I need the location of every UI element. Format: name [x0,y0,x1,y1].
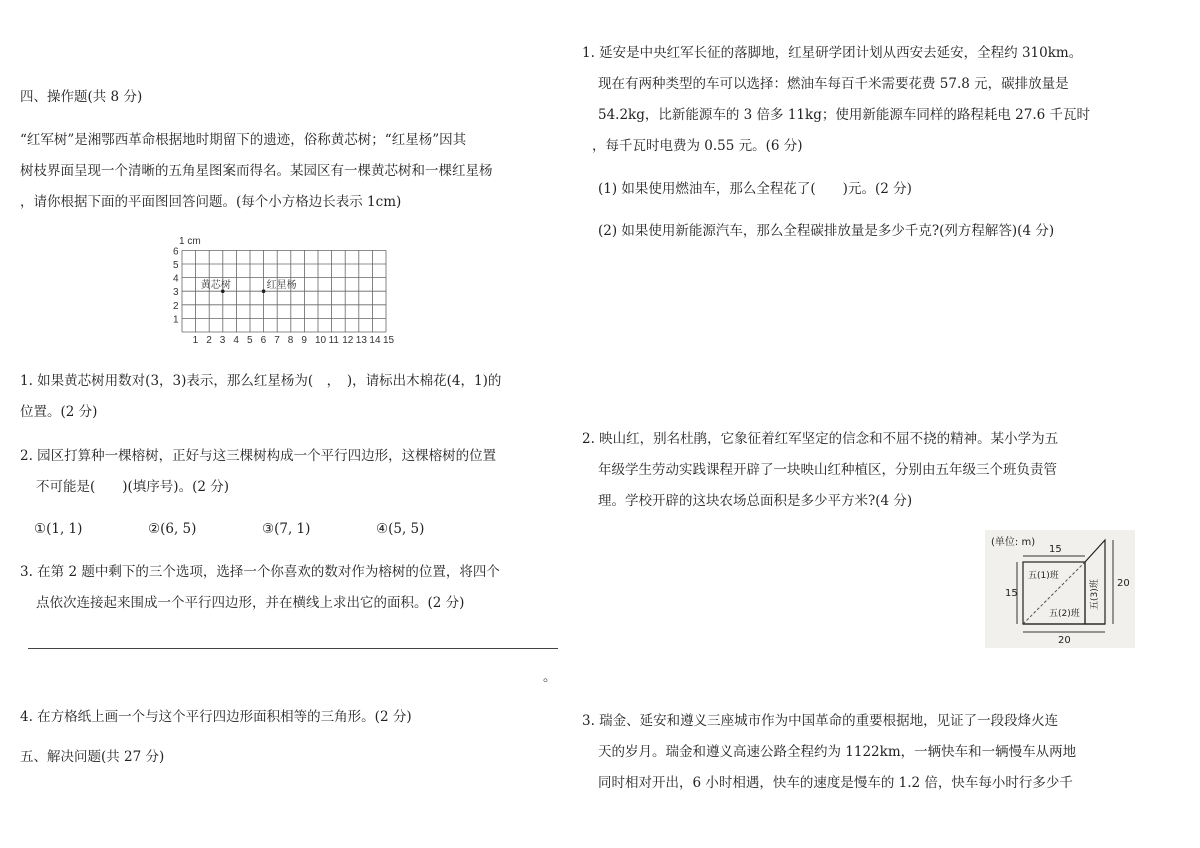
question-2-line-2: 不可能是( )(填序号)。(2 分) [36,479,229,495]
y-tick-label: 6 [173,246,179,258]
option-1: ①(1, 1) [34,521,83,537]
x-tick-label: 4 [233,335,239,346]
x-tick-label: 2 [206,335,212,346]
y-tick-label: 1 [173,314,179,326]
answer-period: 。 [543,669,557,685]
x-tick-label: 7 [274,335,280,346]
x-tick-label: 5 [247,335,253,346]
answer-line[interactable] [28,648,558,649]
x-tick-label: 13 [355,335,367,346]
question-2-line-1: 2. 园区打算种一棵榕树，正好与这三棵树构成一个平行四边形，这棵榕树的位置 [20,448,497,464]
dim-left: 15 [1005,588,1018,599]
x-tick-label: 3 [219,335,226,346]
figure-unit: (单位: m) [991,537,1036,548]
dim-right: 20 [1117,578,1130,589]
question-1-line-1: 1. 如果黄芯树用数对(3，3)表示，那么红星杨为( ， )，请标出木棉花(4，1)的 [20,373,502,389]
coordinate-grid [170,232,400,347]
dim-top: 15 [1049,544,1062,555]
problem-1-line-2: 现在有两种类型的车可以选择：燃油车每百千米需要花费 57.8 元，碳排放量是 [598,76,1069,92]
problem-2-line-3: 理。学校开辟的这块农场总面积是多少平方米?(4 分) [598,493,913,509]
option-4: ④(5, 5) [376,521,425,537]
x-tick-label: 10 [315,335,327,346]
grid-points [201,278,297,293]
class3-label: 五(3)班 [1090,579,1100,610]
problem-1-line-3: 54.2kg，比新能源车的 3 倍多 11kg；使用新能源车同样的路程耗电 27.6 千瓦时 [598,107,1090,123]
x-tick-label: 15 [383,335,395,346]
problem-3-line-1: 3. 瑞金、延安和遵义三座城市作为中国革命的重要根据地，见证了一段段烽火连 [582,713,1059,729]
grid-ticks [173,246,395,346]
problem-2-line-2: 年级学生劳动实践课程开辟了一块映山红种植区，分别由五年级三个班负责管 [598,462,1057,478]
y-tick-label: 3 [173,287,179,299]
tree-point-label: 红星杨 [266,280,297,292]
problem-1-sub-1: (1) 如果使用燃油车，那么全程花了( )元。(2 分) [598,181,912,197]
x-tick-label: 6 [260,335,267,346]
x-tick-label: 1 [192,335,199,346]
problem-1-line-1: 1. 延安是中央红军长征的落脚地，红星研学团计划从西安去延安，全程约 310km。 [582,45,1083,61]
x-tick-label: 12 [342,335,354,346]
x-tick-label: 11 [328,335,339,346]
option-3: ③(7, 1) [262,521,311,537]
question-1-line-2: 位置。(2 分) [20,404,98,420]
dim-bottom: 20 [1058,635,1071,646]
problem-3-line-3: 同时相对开出，6 小时相遇，快车的速度是慢车的 1.2 倍，快车每小时行多少千 [598,775,1073,791]
tree-point-label: 黄芯树 [200,280,231,292]
class1-label: 五(1)班 [1028,571,1059,581]
intro-line-2: 树枝界面呈现一个清晰的五角星图案而得名。某园区有一棵黄芯树和一棵红星杨 [20,163,493,179]
x-tick-label: 9 [301,335,307,346]
farm-figure [985,530,1135,648]
intro-line-3: ，请你根据下面的平面图回答问题。(每个小方格边长表示 1cm) [20,194,402,210]
x-tick-label: 8 [287,335,294,346]
y-tick-label: 4 [173,273,179,285]
problem-3-line-2: 天的岁月。瑞金和遵义高速公路全程约为 1122km，一辆快车和一辆慢车从两地 [598,744,1077,760]
tree-point [262,289,266,293]
question-4: 4. 在方格纸上画一个与这个平行四边形面积相等的三角形。(2 分) [20,709,412,725]
section5-title: 五、解决问题(共 27 分) [20,749,165,765]
y-tick-label: 5 [173,260,179,271]
problem-2-line-1: 2. 映山红，别名杜鹃，它象征着红军坚定的信念和不屈不挠的精神。某小学为五 [582,431,1059,447]
option-2: ②(6, 5) [148,521,197,537]
intro-line-1: “红军树”是湘鄂西革命根据地时期留下的遗迹，俗称黄芯树；“红星杨”因其 [20,132,467,148]
problem-1-line-4: ，每千瓦时电费为 0.55 元。(6 分) [592,138,803,154]
problem-1-sub-2: (2) 如果使用新能源汽车，那么全程碳排放量是多少千克?(列方程解答)(4 分) [598,223,1055,239]
y-tick-label: 2 [173,300,179,312]
question-3-line-1: 3. 在第 2 题中剩下的三个选项，选择一个你喜欢的数对作为榕树的位置，将四个 [20,564,500,580]
section4-title: 四、操作题(共 8 分) [20,89,143,105]
question-3-line-2: 点依次连接起来围成一个平行四边形，并在横线上求出它的面积。(2 分) [36,595,465,611]
class2-label: 五(2)班 [1049,609,1080,619]
x-tick-label: 14 [369,335,381,346]
grid-unit-label: 1 cm [179,236,201,247]
